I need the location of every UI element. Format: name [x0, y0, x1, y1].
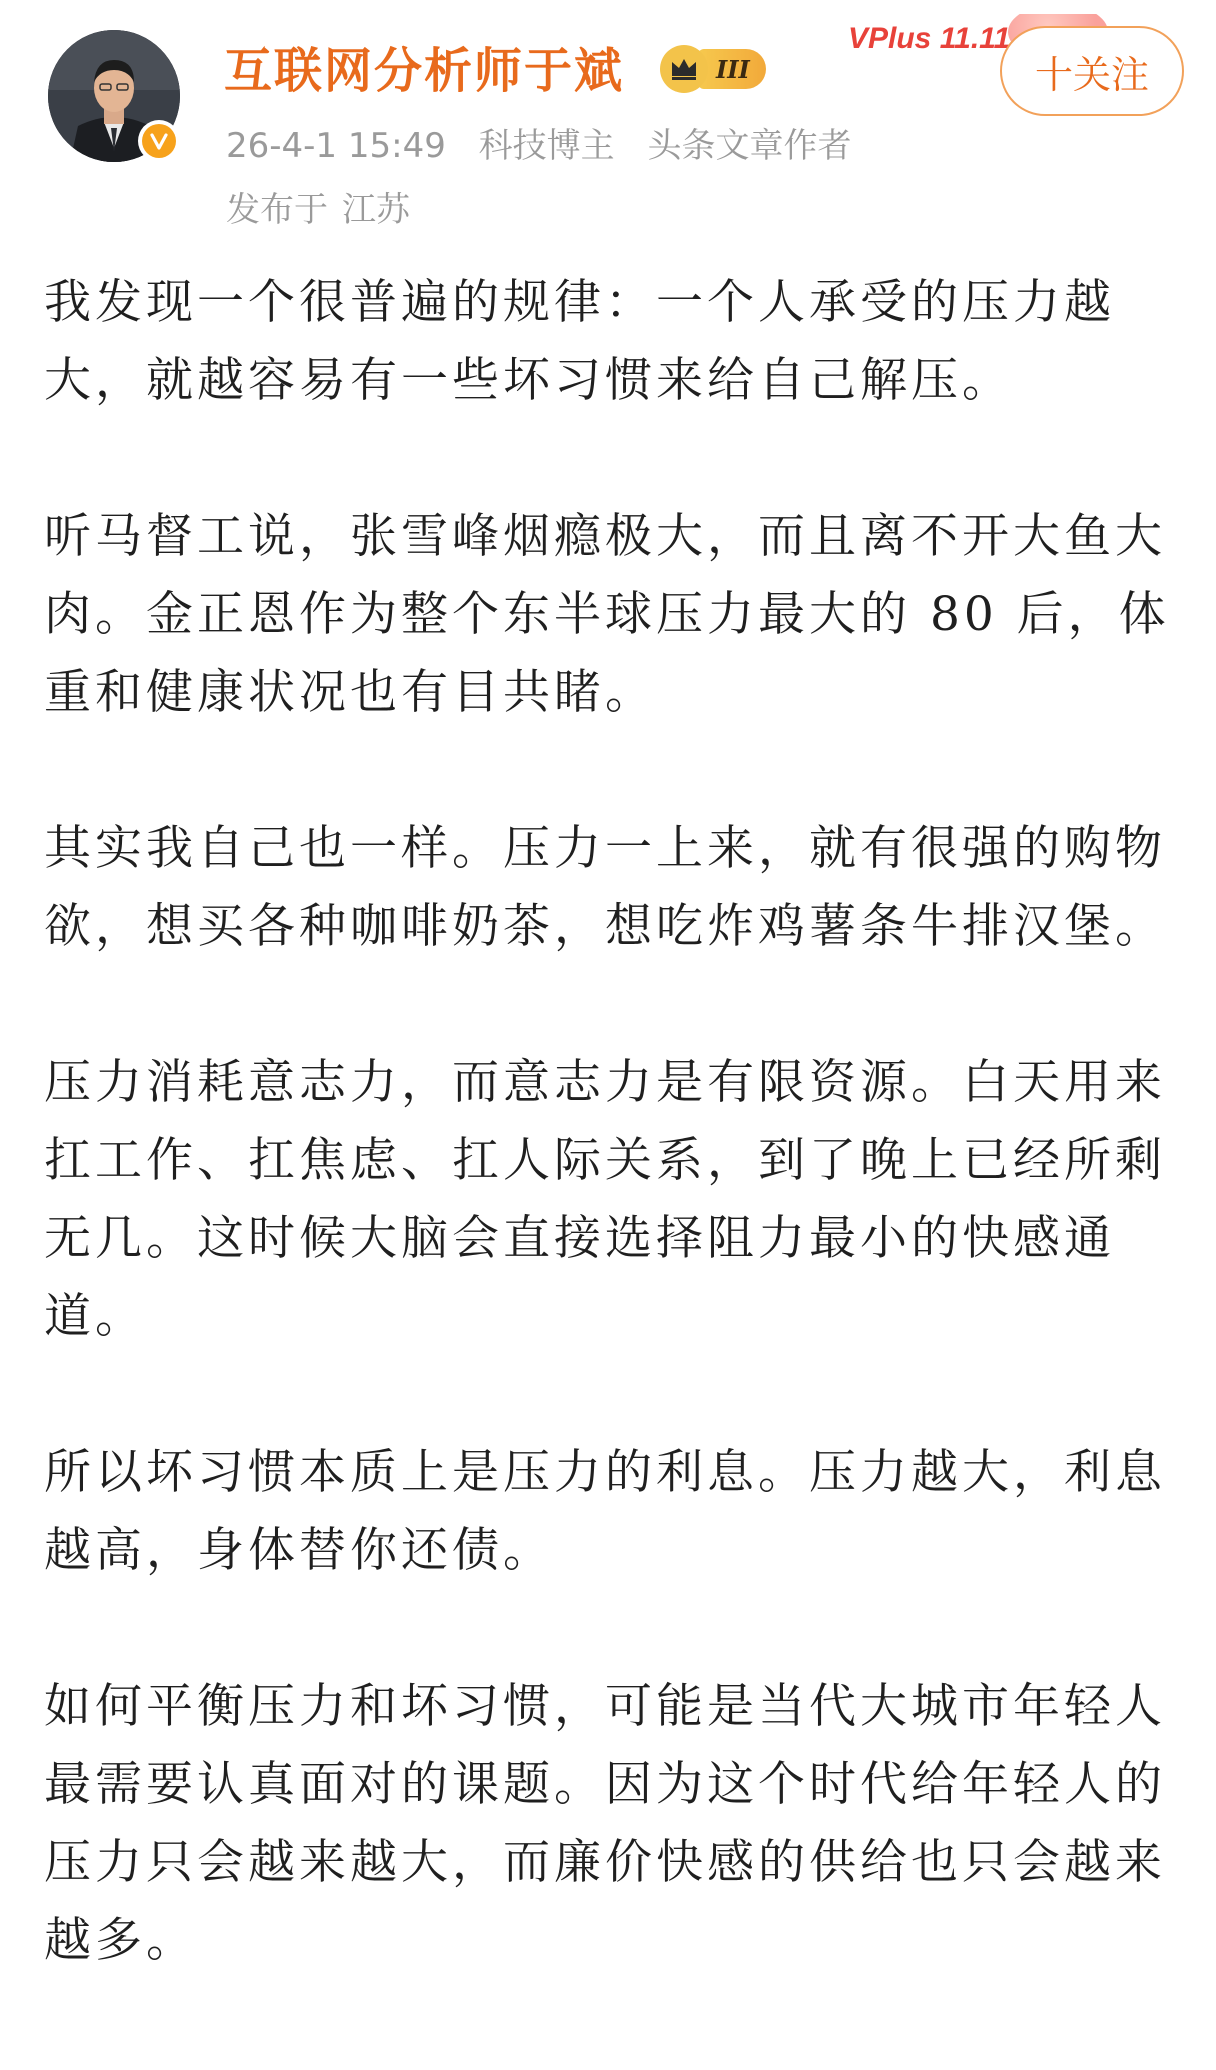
post-paragraph: 如何平衡压力和坏习惯，可能是当代大城市年轻人最需要认真面对的课题。因为这个时代给年轻人的压力只会越来越大，而廉价快感的供给也只会越来越多。 — [44, 1679, 1166, 1968]
post-paragraph: 我发现一个很普遍的规律：一个人承受的压力越大，就越容易有一些坏习惯来给自己解压。 — [44, 275, 1115, 408]
location-value: 江苏 — [342, 190, 410, 230]
level-label: III — [698, 49, 766, 89]
post-paragraph: 听马督工说，张雪峰烟瘾极大，而且离不开大鱼大肉。金正恩作为整个东半球压力最大的 80 后，体重和健康状况也有目共睹。 — [44, 509, 1170, 720]
author-name[interactable]: 互联网分析师于斌 — [224, 43, 625, 99]
author-tag: 头条文章作者 — [647, 126, 852, 166]
follow-button[interactable] — [1000, 26, 1184, 116]
post-paragraph: 其实我自己也一样。压力一上来，就有很强的购物欲，想买各种咖啡奶茶，想吃炸鸡薯条牛排汉堡。 — [44, 821, 1166, 954]
post-header — [0, 0, 1216, 240]
post-meta — [226, 118, 873, 174]
post-timestamp: 26-4-1 15:49 — [226, 126, 446, 166]
follow-label: 十关注 — [1034, 52, 1149, 97]
vplus-text: VPlus 11.11 — [848, 22, 1011, 55]
author-tag: 科技博主 — [478, 126, 615, 166]
crown-icon — [660, 45, 708, 93]
member-level-badge[interactable] — [660, 42, 766, 96]
verified-badge-icon — [138, 120, 180, 162]
post-body — [44, 264, 1174, 2058]
post-paragraph: 所以坏习惯本质上是压力的利息。压力越大，利息越高，身体替你还债。 — [44, 1445, 1166, 1578]
post-paragraph: 压力消耗意志力，而意志力是有限资源。白天用来扛工作、扛焦虑、扛人际关系，到了晚上已经所剩无几。这时候大脑会直接选择阻力最小的快感通道。 — [44, 1055, 1166, 1344]
location-prefix: 发布于 — [226, 190, 328, 230]
post-location — [226, 182, 410, 238]
